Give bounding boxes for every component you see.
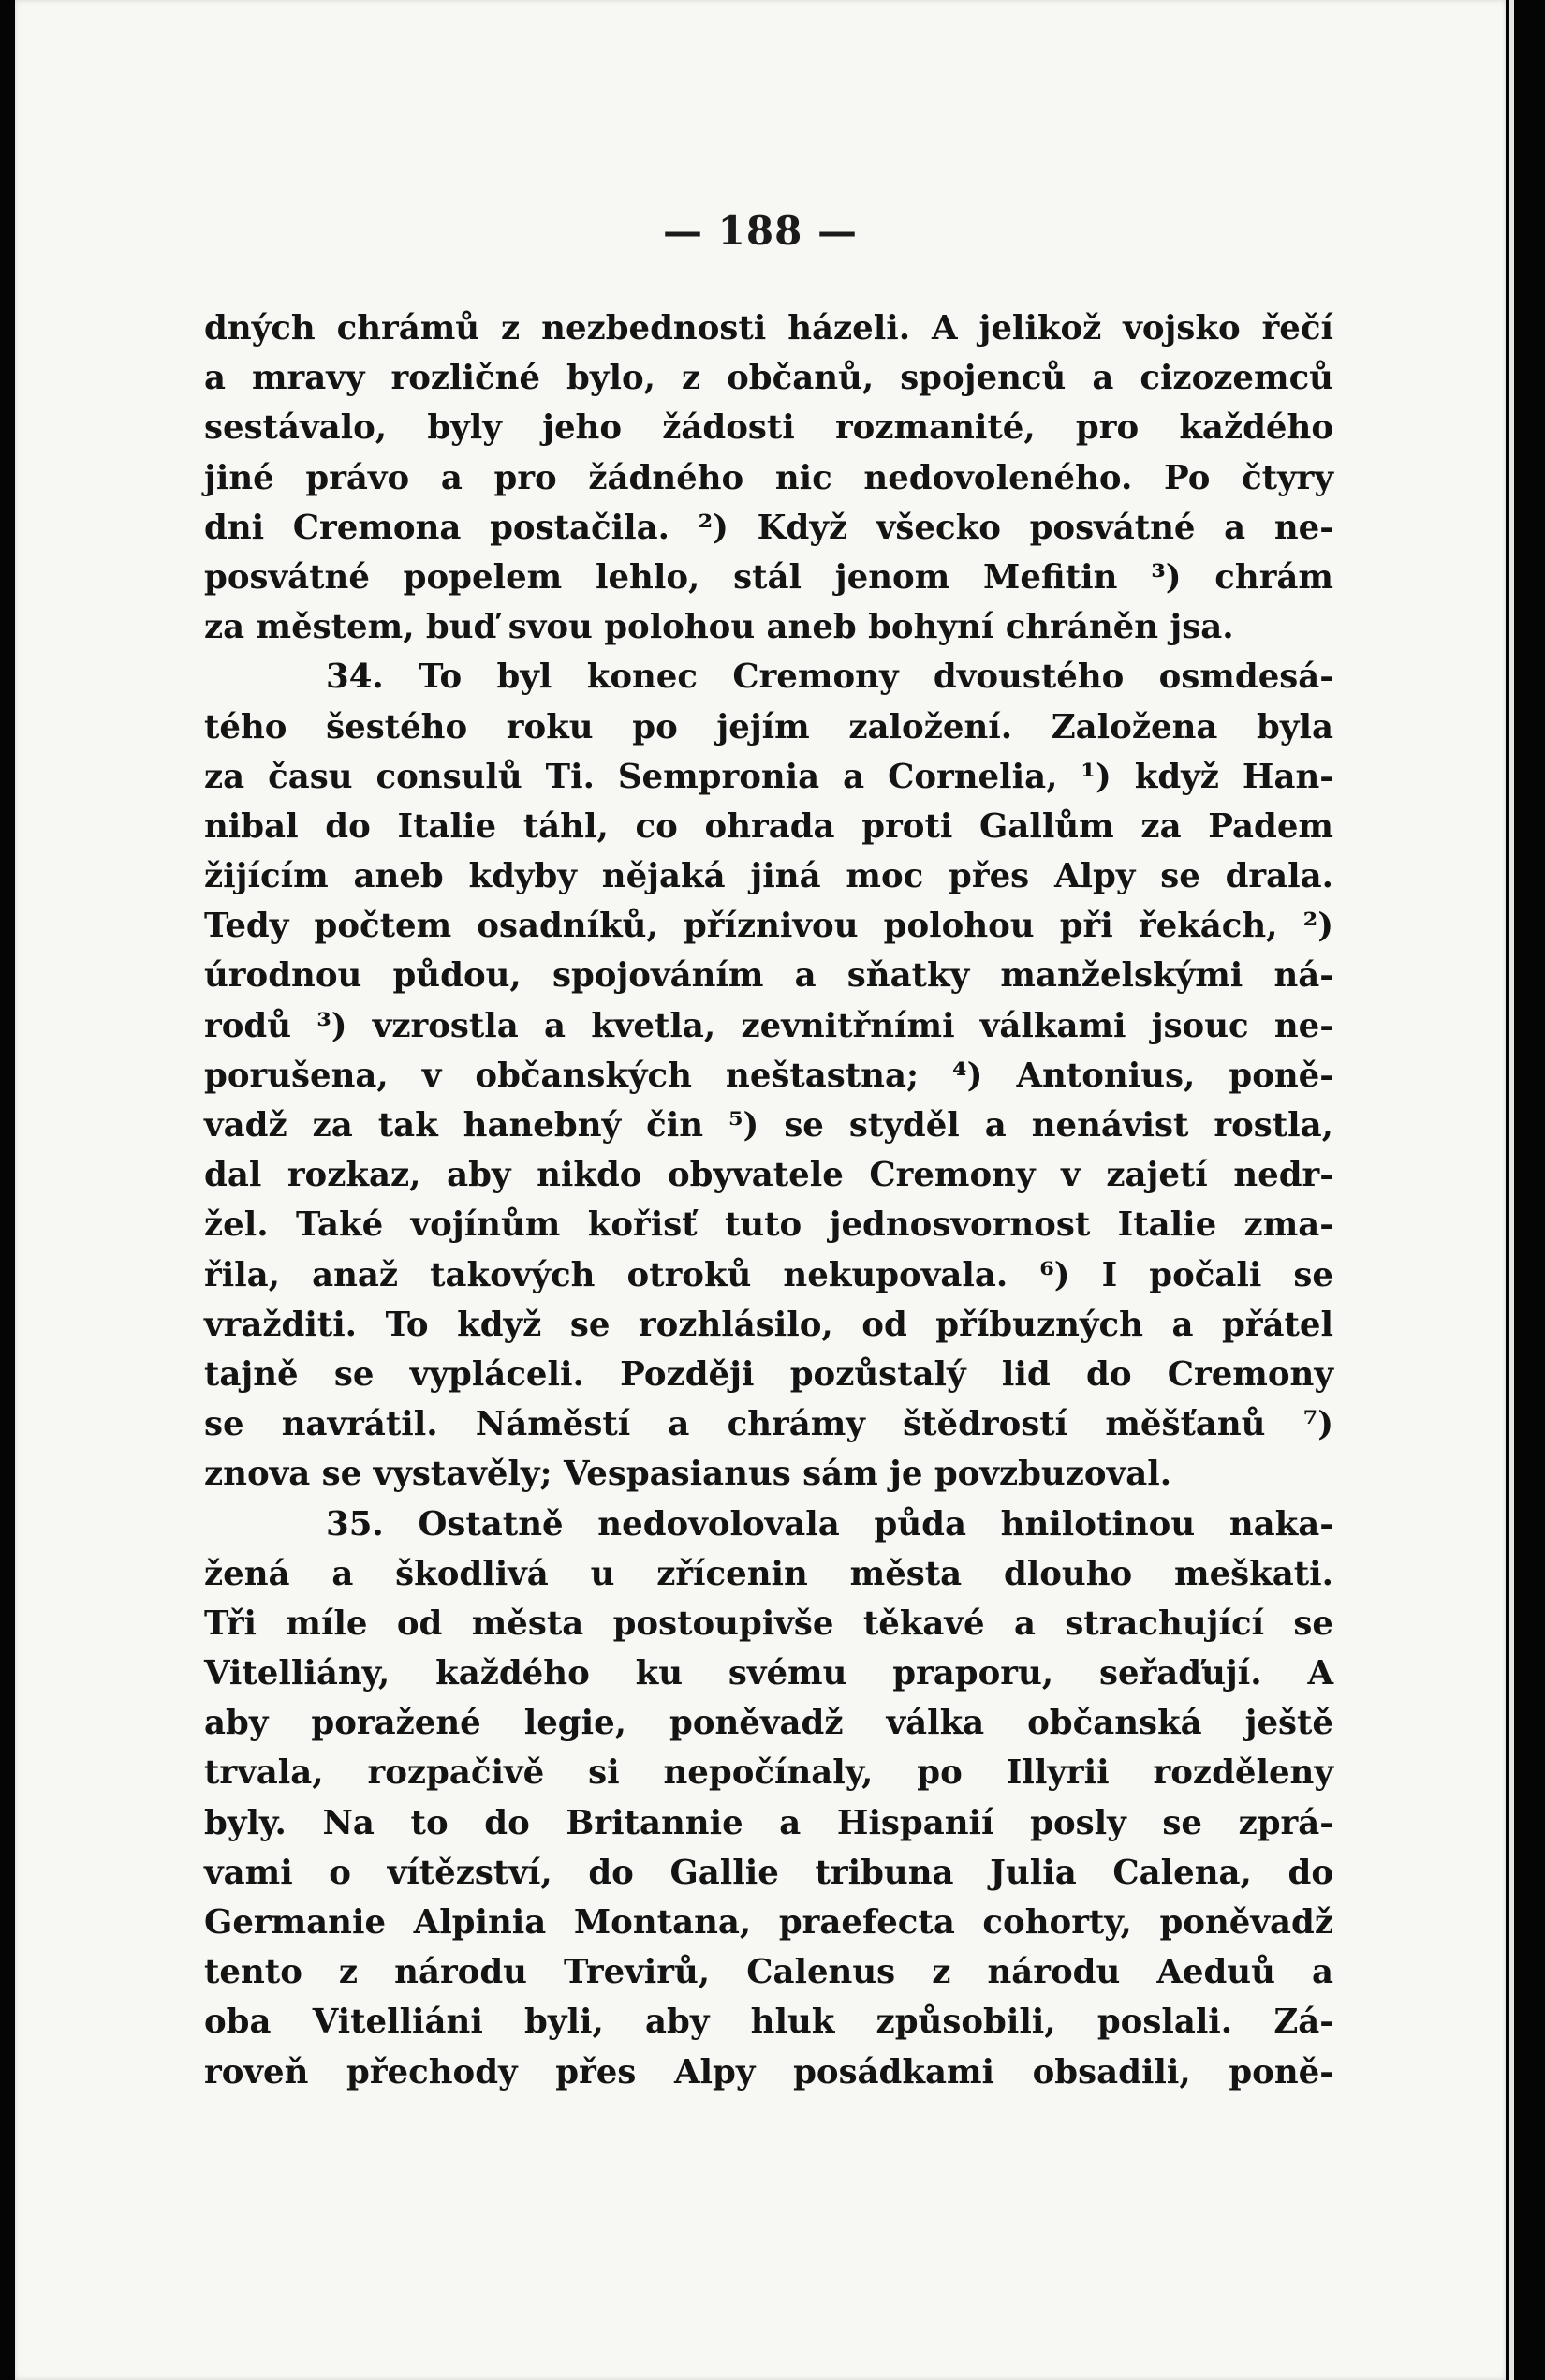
text-line: roveň přechody přes Alpy posádkami obsadili, poně- bbox=[204, 2052, 1333, 2092]
text-line: a mravy rozličné bylo, z občanů, spojenců a cizozemců bbox=[204, 359, 1333, 398]
text-line: Germanie Alpinia Montana, praefecta cohorty, poněvadž bbox=[204, 1903, 1333, 1942]
text-line: Vitelliány, každého ku svému praporu, seřaďují. A bbox=[204, 1654, 1333, 1693]
paragraph-start: 35. Ostatně nedovolovala půda hnilotinou naka- bbox=[326, 1504, 1333, 1544]
text-line: řila, anaž takových otroků nekupovala. ⁶) I počali se bbox=[204, 1255, 1333, 1294]
text-line: tého šestého roku po jejím založení. Založena byla bbox=[204, 707, 1333, 747]
text-line: dných chrámů z nezbednosti házeli. A jelikož vojsko řečí bbox=[204, 309, 1333, 347]
body-text bbox=[204, 303, 1333, 2097]
text-line: aby poražené legie, poněvadž válka občanská ještě bbox=[204, 1704, 1333, 1743]
text-line: sestávalo, byly jeho žádosti rozmanité, pro každého bbox=[204, 408, 1333, 448]
text-line: Tři míle od města postoupivše těkavé a strachující se bbox=[204, 1604, 1333, 1643]
text-line: dni Cremona postačila. ²) Když všecko posvátné a ne- bbox=[204, 508, 1333, 547]
text-line: tento z národu Trevirů, Calenus z národu Aeduů a bbox=[204, 1953, 1333, 1992]
text-line: porušena, v občanských neštastna; ⁴) Antonius, poně- bbox=[204, 1056, 1333, 1095]
text-line: jiné právo a pro žádného nic nedovoleného. Po čtyry bbox=[204, 458, 1333, 497]
page-number: — 188 — bbox=[663, 208, 858, 254]
text-line: rodů ³) vzrostla a kvetla, zevnitřními válkami jsouc ne- bbox=[204, 1006, 1333, 1045]
text-line: Tedy počtem osadníků, příznivou polohou při řekách, ²) bbox=[204, 907, 1333, 946]
text-line: žel. Také vojínům kořisť tuto jednosvornost Italie zma- bbox=[204, 1205, 1333, 1245]
text-line: vražditi. To když se rozhlásilo, od příbuzných a přátel bbox=[204, 1305, 1333, 1344]
paragraph-start: 34. To byl konec Cremony dvoustého osmdesá- bbox=[326, 658, 1333, 697]
text-line: dal rozkaz, aby nikdo obyvatele Cremony v zajetí nedr- bbox=[204, 1156, 1333, 1195]
text-line: posvátné popelem lehlo, stál jenom Mefitin ³) chrám bbox=[204, 557, 1333, 597]
text-line: oba Vitelliáni byli, aby hluk způsobili, poslali. Zá- bbox=[204, 2003, 1333, 2042]
text-line: úrodnou půdou, spojováním a sňatky manželskými ná- bbox=[204, 956, 1333, 996]
text-line: vadž za tak hanebný čin ⁵) se styděl a nenávist rostla, bbox=[204, 1106, 1333, 1145]
text-line: žená a škodlivá u zřícenin města dlouho meškati. bbox=[204, 1554, 1333, 1593]
text-line: za času consulů Ti. Sempronia a Cornelia, ¹) když Han- bbox=[204, 757, 1333, 796]
text-line: byly. Na to do Britannie a Hispanií posly se zprá- bbox=[204, 1803, 1333, 1842]
text-line: nibal do Italie táhl, co ohrada proti Gallům za Padem bbox=[204, 806, 1333, 846]
text-line: za městem, buď svou polohou aneb bohyní chráněn jsa. bbox=[204, 608, 1234, 647]
book-page bbox=[15, 0, 1506, 2380]
text-line: znova se vystavěly; Vespasianus sám je povzbuzoval. bbox=[204, 1455, 1172, 1494]
text-line: trvala, rozpačivě si nepočínaly, po Illyrii rozděleny bbox=[204, 1753, 1333, 1793]
text-line: žijícím aneb kdyby nějaká jiná moc přes Alpy se drala. bbox=[204, 857, 1333, 896]
page-edge-divider bbox=[1509, 0, 1514, 2380]
text-line: tajně se vypláceli. Později pozůstalý lid do Cremony bbox=[204, 1354, 1333, 1394]
text-line: vami o vítězství, do Gallie tribuna Julia Calena, do bbox=[204, 1853, 1333, 1892]
text-line: se navrátil. Náměstí a chrámy štědrostí měšťanů ⁷) bbox=[204, 1405, 1333, 1444]
